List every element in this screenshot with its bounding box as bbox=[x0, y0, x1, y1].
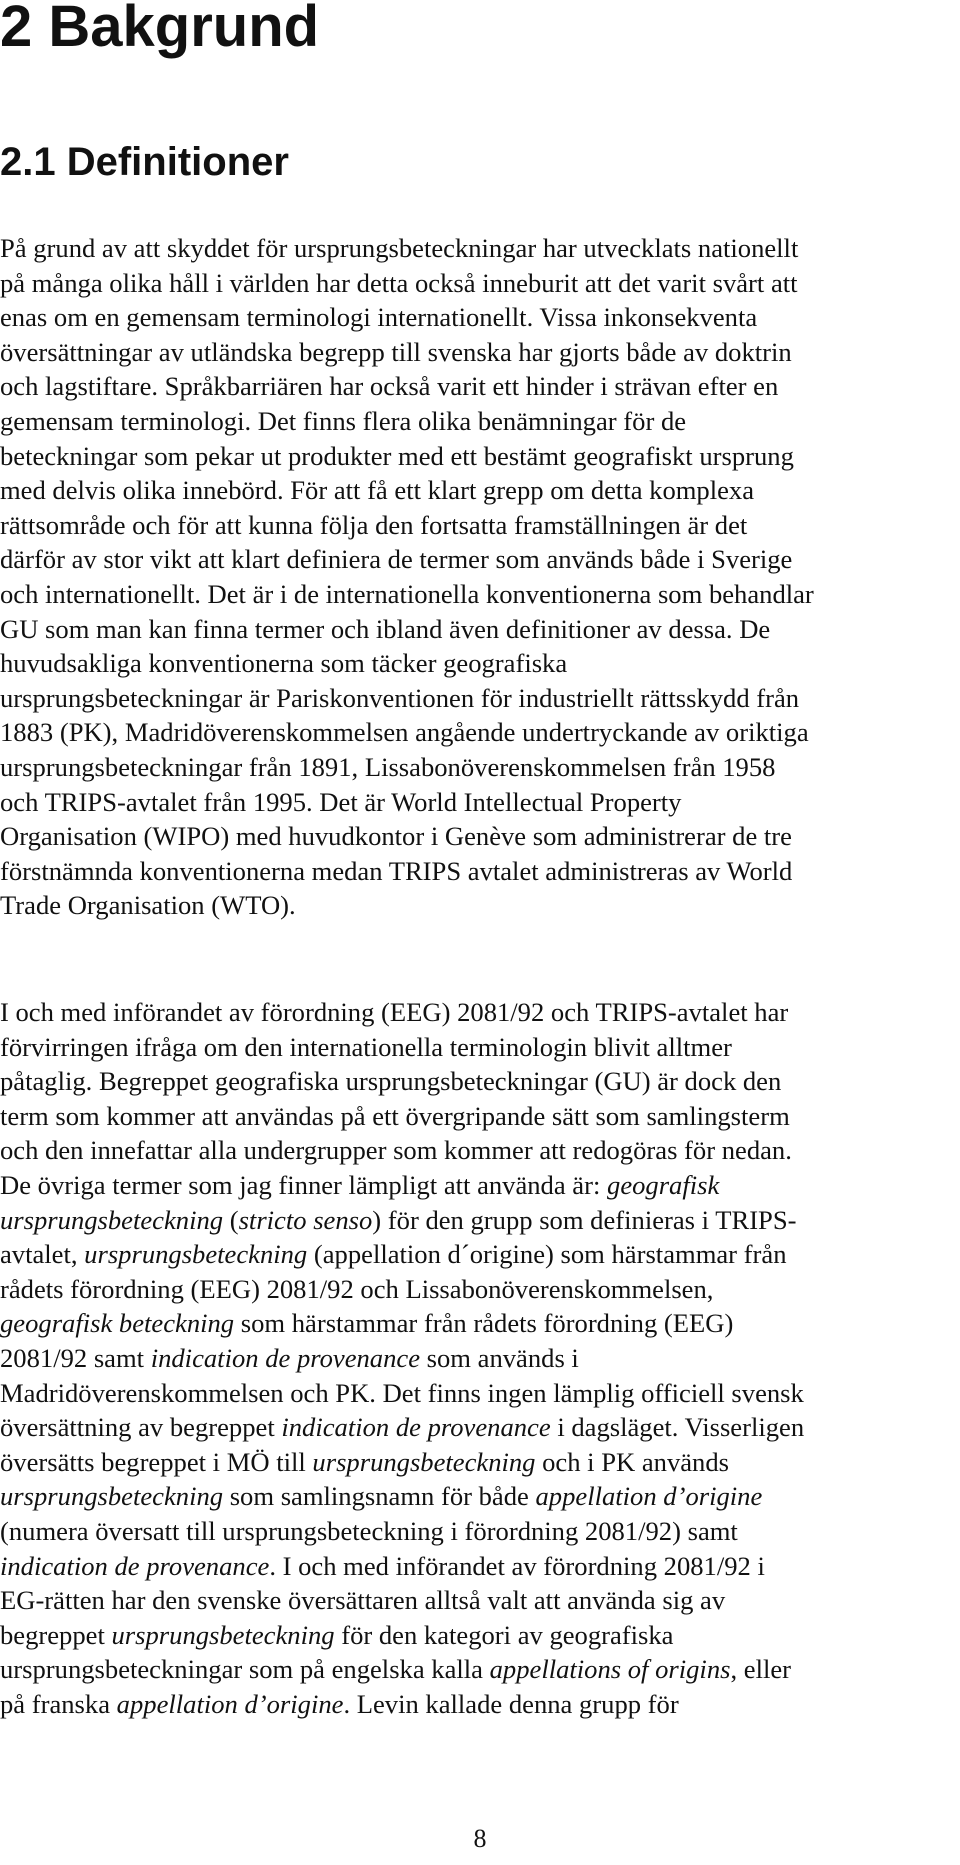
text-line: beteckningar som pekar ut produkter med ett bestämt geografiskt ursprung bbox=[0, 440, 794, 471]
text-line bbox=[0, 1237, 960, 1272]
text-line: på många olika håll i världen har detta också inneburit att det varit svårt att bbox=[0, 267, 798, 298]
text-run: som härstammar från rådets förordning (EEG) bbox=[234, 1308, 734, 1339]
italic-term: geografisk bbox=[607, 1169, 720, 1200]
text-run: ( bbox=[223, 1204, 239, 1235]
text-run: som samlingsnamn för både bbox=[223, 1481, 536, 1512]
text-line: och lagstiftare. Språkbarriären har också varit ett hinder i strävan efter en bbox=[0, 371, 779, 402]
text-run: Madridöverenskommelsen och PK. Det finns ingen lämplig officiell svensk bbox=[0, 1377, 804, 1408]
italic-term: indication de provenance bbox=[150, 1342, 421, 1373]
paragraph-1 bbox=[0, 231, 960, 923]
italic-term: ursprungsbeteckning bbox=[84, 1239, 308, 1270]
text-line bbox=[0, 1652, 960, 1687]
text-line bbox=[0, 1445, 960, 1480]
text-run: som används i bbox=[420, 1342, 579, 1373]
italic-term: ursprungsbeteckning bbox=[0, 1204, 224, 1235]
italic-term: ursprungsbeteckning bbox=[312, 1446, 536, 1477]
text-line: enas om en gemensam terminologi internationellt. Vissa inkonsekventa bbox=[0, 302, 758, 333]
text-run: . Levin kallade denna grupp för bbox=[343, 1688, 679, 1719]
italic-term: indication de provenance bbox=[0, 1550, 270, 1581]
text-run: . I och med införandet av förordning 2081/92 i bbox=[269, 1550, 765, 1581]
italic-term: indication de provenance bbox=[281, 1412, 551, 1443]
text-line: därför av stor vikt att klart definiera de termer som används både i Sverige bbox=[0, 544, 793, 575]
text-line bbox=[0, 1272, 960, 1307]
text-run: för den kategori av geografiska bbox=[334, 1619, 674, 1650]
text-run: rådets förordning (EEG) 2081/92 och Lissabonöverenskommelsen, bbox=[0, 1273, 714, 1304]
section-title: 2.1 Definitioner bbox=[0, 140, 289, 184]
text-line bbox=[0, 1133, 960, 1168]
text-line: och TRIPS-avtalet från 1995. Det är World Intellectual Property bbox=[0, 786, 682, 817]
text-line: gemensam terminologi. Det finns flera olika benämningar för de bbox=[0, 405, 687, 436]
text-run: term som kommer att användas på ett övergripande sätt som samlingsterm bbox=[0, 1100, 790, 1131]
text-run: påtaglig. Begreppet geografiska ursprungsbeteckningar (GU) är dock den bbox=[0, 1066, 782, 1097]
text-run: översättning av begreppet bbox=[0, 1412, 282, 1443]
text-run: (numera översatt till ursprungsbeteckning i förordning 2081/92) samt bbox=[0, 1515, 738, 1546]
italic-term: appellations of origins bbox=[489, 1654, 731, 1685]
italic-term: ursprungsbeteckning bbox=[0, 1481, 224, 1512]
text-run: begreppet bbox=[0, 1619, 112, 1650]
paragraph-2 bbox=[0, 995, 960, 1721]
text-run: ursprungsbeteckningar som på engelska kalla bbox=[0, 1654, 490, 1685]
text-line bbox=[0, 1099, 960, 1134]
text-line bbox=[0, 1549, 960, 1584]
text-line bbox=[0, 1687, 960, 1722]
text-line bbox=[0, 1410, 960, 1445]
text-line bbox=[0, 1618, 960, 1653]
text-run: ) för den grupp som definieras i TRIPS- bbox=[372, 1204, 797, 1235]
text-line bbox=[0, 995, 960, 1030]
text-line: GU som man kan finna termer och ibland även definitioner av dessa. De bbox=[0, 613, 771, 644]
italic-term: stricto senso bbox=[238, 1204, 373, 1235]
chapter-title: 2 Bakgrund bbox=[0, 0, 320, 59]
text-line bbox=[0, 1030, 960, 1065]
text-run: på franska bbox=[0, 1688, 117, 1719]
text-line: ursprungsbeteckningar från 1891, Lissabonöverenskommelsen från 1958 bbox=[0, 751, 776, 782]
italic-term: ursprungsbeteckning bbox=[111, 1619, 335, 1650]
text-line bbox=[0, 1306, 960, 1341]
text-line: och internationellt. Det är i de internationella konventionerna som behandlar bbox=[0, 578, 814, 609]
text-run: och den innefattar alla undergrupper som kommer att redogöras för nedan. bbox=[0, 1135, 792, 1166]
text-run: 2081/92 samt bbox=[0, 1342, 151, 1373]
text-line: 1883 (PK), Madridöverenskommelsen angående undertryckande av oriktiga bbox=[0, 717, 809, 748]
text-run: och i PK används bbox=[535, 1446, 730, 1477]
text-line: På grund av att skyddet för ursprungsbeteckningar har utvecklats nationellt bbox=[0, 233, 799, 263]
text-line: ursprungsbeteckningar är Pariskonventionen för industriellt rättsskydd från bbox=[0, 682, 800, 713]
text-line: med delvis olika innebörd. För att få ett klart grepp om detta komplexa bbox=[0, 475, 755, 506]
text-run: avtalet, bbox=[0, 1239, 85, 1270]
italic-term: appellation d’origine bbox=[116, 1688, 344, 1719]
text-line bbox=[0, 1376, 960, 1411]
text-line: förstnämnda konventionerna medan TRIPS avtalet administreras av World bbox=[0, 855, 793, 886]
text-run: (appellation d´origine) som härstammar från bbox=[307, 1239, 787, 1270]
text-line bbox=[0, 1583, 960, 1618]
text-line: Organisation (WIPO) med huvudkontor i Genève som administrerar de tre bbox=[0, 821, 792, 852]
italic-term: appellation d’origine bbox=[535, 1481, 763, 1512]
text-line bbox=[0, 1479, 960, 1514]
text-line bbox=[0, 1168, 960, 1203]
text-line bbox=[0, 1064, 960, 1099]
text-run: EG-rätten har den svenske översättaren alltså valt att använda sig av bbox=[0, 1585, 726, 1616]
text-line bbox=[0, 1341, 960, 1376]
text-line bbox=[0, 1203, 960, 1238]
text-run: , eller bbox=[730, 1654, 792, 1685]
text-line: huvudsakliga konventionerna som täcker geografiska bbox=[0, 648, 568, 679]
text-run: I och med införandet av förordning (EEG) 2081/92 och TRIPS-avtalet har bbox=[0, 997, 789, 1027]
text-run: De övriga termer som jag finner lämpligt att använda är: bbox=[0, 1169, 608, 1200]
text-run: i dagsläget. Visserligen bbox=[550, 1412, 805, 1443]
text-line: översättningar av utländska begrepp till svenska har gjorts både av doktrin bbox=[0, 336, 792, 367]
italic-term: geografisk beteckning bbox=[0, 1308, 235, 1339]
text-line bbox=[0, 1514, 960, 1549]
text-line: Trade Organisation (WTO). bbox=[0, 890, 296, 921]
text-run: översätts begreppet i MÖ till bbox=[0, 1446, 313, 1477]
page-number: 8 bbox=[473, 1824, 487, 1853]
text-line: rättsområde och för att kunna följa den fortsatta framställningen är det bbox=[0, 509, 748, 540]
text-run: förvirringen ifråga om den internationella terminologin blivit alltmer bbox=[0, 1031, 732, 1062]
